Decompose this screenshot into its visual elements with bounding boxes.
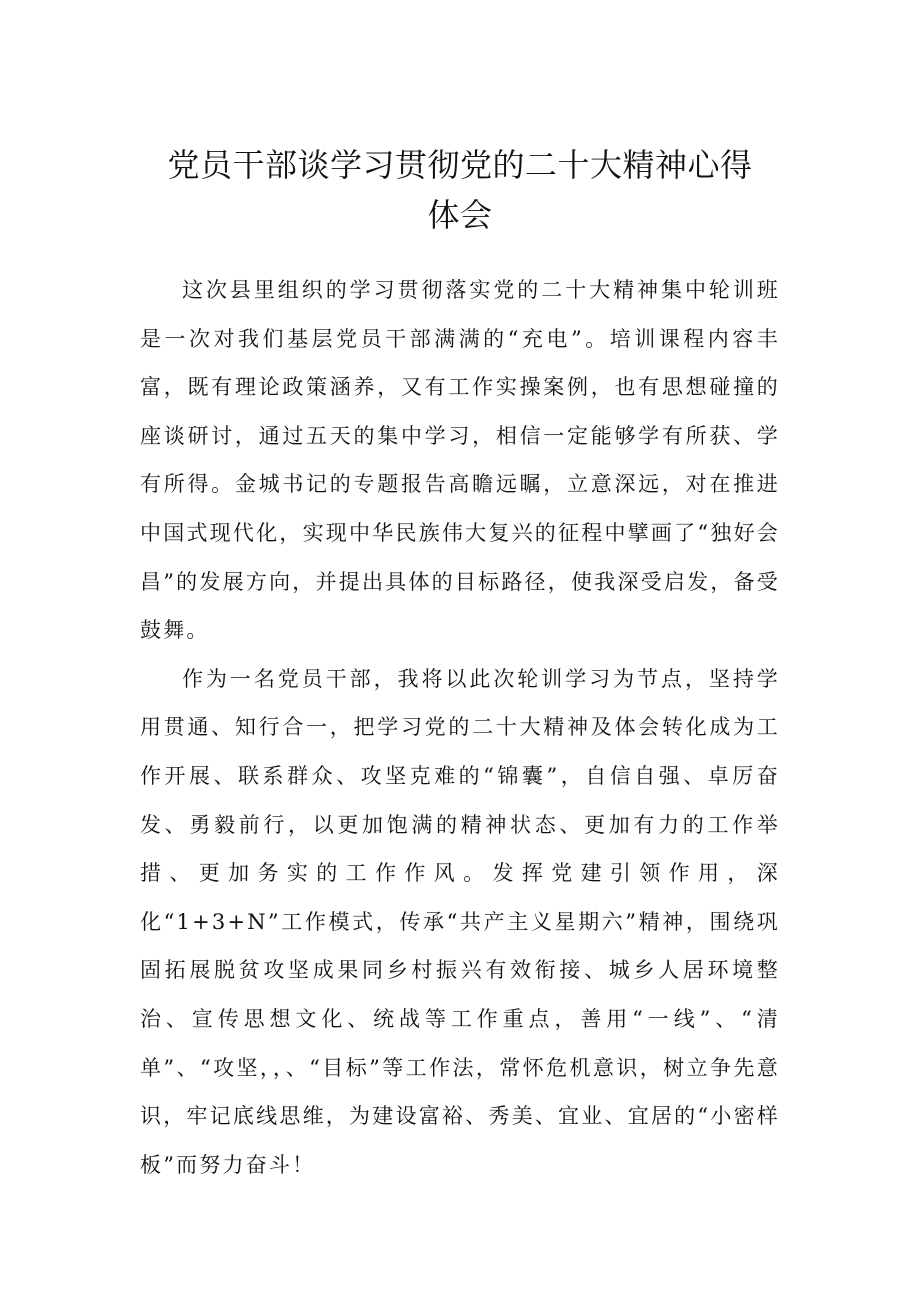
paragraph-1: 这次县里组织的学习贯彻落实党的二十大精神集中轮训班是一次对我们基层党员干部满满的“充电”。培训课程内容丰富，既有理论政策涵养，又有工作实操案例，也有思想碰撞的座谈研讨，通过五天的集中学习，相信一定能够学有所获、学有所得。金城书记的专题报告高瞻远瞩，立意深远，对在推进中国式现代化，实现中华民族伟大复兴的征程中擘画了“独好会昌”的发展方向，并提出具体的目标路径，使我深受启发，备受鼓舞。 <box>140 278 780 643</box>
title-line-1: 党员干部谈学习贯彻党的二十大精神心得 <box>167 146 753 184</box>
title-line-2: 体会 <box>427 196 493 234</box>
document-title <box>120 140 800 240</box>
paragraph-2: 作为一名党员干部，我将以此次轮训学习为节点，坚持学用贯通、知行合一，把学习党的二十大精神及体会转化成为工作开展、联系群众、攻坚克难的“锦囊”，自信自强、卓厉奋发、勇毅前行，以更加饱满的精神状态、更加有力的工作举措、更加务实的工作作风。发挥党建引领作用，深化“1+3+N”工作模式，传承“共产主义星期六”精神，围绕巩固拓展脱贫攻坚成果同乡村振兴有效衔接、城乡人居环境整治、宣传思想文化、统战等工作重点，善用“一线”、“清单”、“攻坚，，、“目标”等工作法，常怀危机意识，树立争先意识，牢记底线思维，为建设富裕、秀美、宜业、宜居的“小密样板”而努力奋斗！ <box>140 666 780 1177</box>
document-body <box>140 266 780 1189</box>
